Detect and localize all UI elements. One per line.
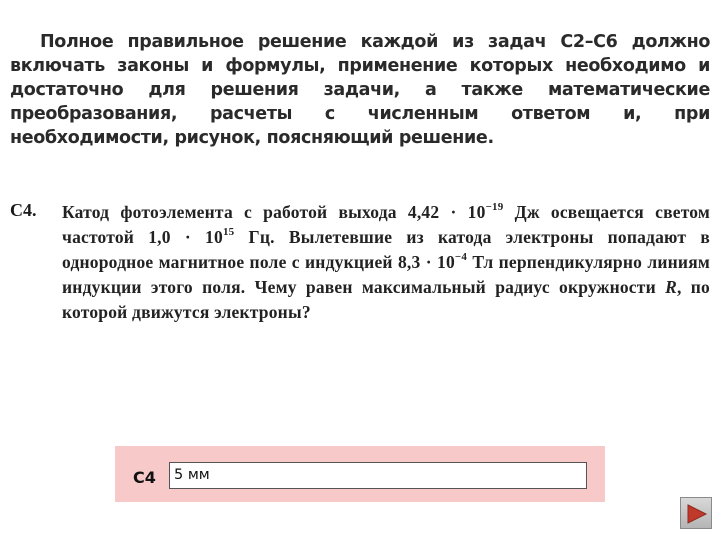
task-text-part-2: Дж освещается светом частотой xyxy=(62,202,710,247)
answer-panel xyxy=(115,446,605,502)
instructions-paragraph: Полное правильное решение каждой из задач С2–С6 должно включать законы и формулы, применение которых необходимо и достаточно для решения задачи, а также математические преобразования, расчеты с численным ответом и, при необходимости, рисунок, поясняющий решение. xyxy=(10,32,710,148)
radius-symbol: R xyxy=(665,277,677,297)
task-text-part-4: Тл перпендикулярно линиям индукции этого поля. Чему равен максимальный радиус окружности xyxy=(62,252,710,297)
task-statement xyxy=(62,200,710,325)
answer-label: С4 xyxy=(133,468,156,487)
work-function-exponent: −19 xyxy=(485,201,504,214)
task-text-part-5: , по которой движутся электроны? xyxy=(62,277,710,322)
task-text-part-3: Гц. Вылетевшие из катода электроны попадают в однородное магнитное поле с индукцией xyxy=(62,227,710,272)
work-function-value: $4,42 \cdot 10^{-19}$ xyxy=(407,201,504,222)
answer-field[interactable]: 5 мм xyxy=(169,462,587,489)
task-text-part-1: Катод фотоэлемента с работой выхода xyxy=(62,202,408,222)
task-number: С4. xyxy=(10,200,37,220)
frequency-exponent: 15 xyxy=(222,226,235,239)
play-triangle-icon xyxy=(685,502,709,526)
next-slide-button[interactable] xyxy=(680,497,712,529)
induction-value: $8,3 \cdot 10^{-4}$ xyxy=(397,251,468,272)
induction-exponent: −4 xyxy=(454,251,468,264)
frequency-value: $1,0 \cdot 10^{15}$ xyxy=(148,226,235,247)
